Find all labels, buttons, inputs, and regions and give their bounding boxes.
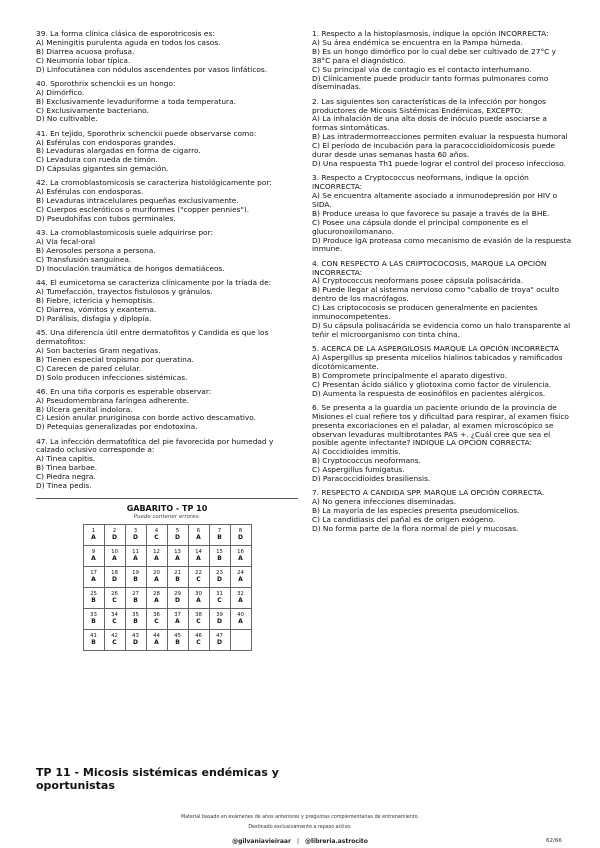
answer-key-cell: [125, 566, 146, 587]
question-option: B) Levaduras alargadas en forma de cigarro.: [36, 146, 201, 156]
question-option: C) Diarrea, vómitos y exantema.: [36, 304, 157, 314]
right-column: [312, 30, 574, 539]
answer-letter: A: [175, 554, 180, 562]
answer-number: 28: [153, 591, 160, 598]
answer-number: 18: [111, 570, 118, 577]
question-option: B) Úlcera genital indolora.: [36, 404, 133, 414]
question-option: C) Neumonía lobar típica.: [36, 55, 131, 65]
question-option: A) Meningitis purulenta aguda en todos los casos.: [36, 37, 221, 47]
answer-letter: A: [196, 596, 201, 604]
footer-handles: [0, 838, 600, 845]
question-stem: 44. El eumicetoma se caracteriza clínicamente por la tríada de:: [36, 278, 272, 288]
question-option: D) Aumenta la respuesta de eosinófilos en pacientes alérgicos.: [312, 388, 546, 398]
question-block: [36, 179, 298, 224]
question-block: [36, 279, 298, 324]
answer-key-cell: [209, 545, 230, 566]
question-stem: 4. CON RESPECTO A LAS CRIPTOCOCOSIS, MARQUE LA OPCIÓN INCORRECTA:: [312, 258, 547, 277]
question-stem: 42. La cromoblastomicosis se caracteriza histológicamente por:: [36, 178, 272, 188]
answer-key-cell: [146, 629, 167, 650]
question-block: [36, 80, 298, 125]
answer-number: 8: [238, 528, 243, 535]
question-option: A) La inhalación de una alta dosis de inóculo puede asociarse a formas sintomáticas.: [312, 114, 547, 133]
answer-key-cell: [83, 545, 104, 566]
answer-key-cell: [125, 587, 146, 608]
footer-disclaimer: Material basado en exámenes de años anteriores y preguntas complementarias de entrenamiento.: [180, 815, 420, 820]
answer-number: 10: [111, 549, 118, 556]
answer-number: 30: [195, 591, 202, 598]
left-column: [36, 30, 298, 651]
answer-number: 14: [195, 549, 202, 556]
question-option: B) Compromete principalmente el aparato digestivo.: [312, 370, 507, 380]
answer-key-cell: [104, 587, 125, 608]
answer-key-cell: [125, 545, 146, 566]
answer-letter: A: [154, 554, 159, 562]
divider: [36, 498, 298, 499]
answer-letter: D: [238, 533, 243, 541]
answer-letter: C: [196, 617, 201, 625]
answer-number: 21: [174, 570, 181, 577]
answer-letter: B: [91, 638, 96, 646]
answer-letter: A: [175, 617, 180, 625]
answer-key-cell: [83, 587, 104, 608]
answer-letter: C: [154, 533, 159, 541]
question-stem: 6. Se presenta a la guardia un paciente oriundo de la provincia de Misiones el cual refiere tos y dificultad para respirar, al examen físico presenta excoriaciones en el paladar, al examen microscópico se observan levaduras multibrotantes PAS +. ¿Cuál cree que sea el posible agente infectante? INDIQUE LA OPCIÓN CORRECTA:: [312, 402, 569, 448]
answer-key-table: [83, 524, 252, 651]
footer-note: Destinado exclusivamente a repaso activo.: [248, 825, 352, 830]
answer-number: 38: [195, 612, 202, 619]
question-option: B) Puede llegar al sistema nervioso como "caballo de troya" oculto dentro de los macrófagos.: [312, 285, 559, 304]
answer-letter: A: [238, 554, 243, 562]
question-stem: 2. Las siguientes son características de la infección por hongos productores de Micosis Sistémicas Endémicas, EXCEPTO:: [312, 96, 546, 115]
answer-key-cell: [209, 524, 230, 545]
answer-letter: B: [91, 596, 96, 604]
answer-key-cell: [104, 608, 125, 629]
question-option: C) Lesión anular pruriginosa con borde activo descamativo.: [36, 413, 257, 423]
question-block: [36, 130, 298, 175]
answer-letter: A: [154, 596, 159, 604]
question-option: B) Exclusivamente levaduriforme a toda temperatura.: [36, 96, 236, 106]
question-option: D) Una respuesta Th1 puede lograr el control del proceso infeccioso.: [312, 158, 566, 168]
question-option: C) Carecen de pared celular.: [36, 363, 142, 373]
answer-key-cell: [83, 566, 104, 587]
answer-key-cell: [167, 629, 188, 650]
answer-letter: D: [217, 638, 222, 646]
answer-key-cell: [188, 587, 209, 608]
question-option: A) Son bacterias Gram negativas.: [36, 345, 161, 355]
answer-key-cell: [83, 608, 104, 629]
question-option: B) Diarrea acuosa profusa.: [36, 46, 135, 56]
answer-number: 29: [174, 591, 181, 598]
answer-letter: C: [112, 638, 117, 646]
answer-letter: D: [133, 638, 138, 646]
answer-number: 25: [90, 591, 97, 598]
question-option: B) Cryptococcus neoformans.: [312, 456, 421, 466]
answer-number: 12: [153, 549, 160, 556]
footer-separator: |: [296, 838, 299, 845]
question-option: D) Pseudohifas con tubos germinales.: [36, 214, 176, 224]
question-option: C) Aspergillus fumigatus.: [312, 465, 405, 475]
answer-letter: A: [196, 554, 201, 562]
answer-number: 32: [237, 591, 244, 598]
answer-key-note: Puede contener errores.: [133, 513, 201, 520]
question-option: D) Parálisis, disfagia y diplopía.: [36, 313, 152, 323]
answer-number: 36: [153, 612, 160, 619]
question-option: C) Posee una cápsula donde el principal componente es el glucuronoxilomanano.: [312, 217, 529, 236]
answer-key-cell: [167, 524, 188, 545]
question-block: [312, 30, 574, 92]
answer-key-row: [83, 545, 251, 566]
answer-key-row: [83, 524, 251, 545]
question-option: D) Inoculación traumática de hongos dematiáceos.: [36, 263, 225, 273]
answer-number: 31: [216, 591, 223, 598]
answer-letter: A: [238, 596, 243, 604]
answer-number: 3: [133, 528, 138, 535]
answer-letter: D: [112, 533, 117, 541]
answer-letter: B: [133, 596, 138, 604]
answer-key-cell: [209, 587, 230, 608]
answer-key-cell: [83, 629, 104, 650]
answer-number: 9: [91, 549, 96, 556]
answer-key-row: [83, 587, 251, 608]
answer-key-cell: [104, 629, 125, 650]
answer-letter: B: [175, 638, 180, 646]
question-option: C) Presentan ácido siálico y gliotoxina como factor de virulencia.: [312, 379, 552, 389]
answer-letter: C: [196, 575, 201, 583]
question-option: D) Solo producen infecciones sistémicas.: [36, 372, 188, 382]
question-option: A) Aspergillus sp presenta micelios hialinos tabicados y ramificados dicotómicamente.: [312, 353, 563, 371]
answer-number: 16: [237, 549, 244, 556]
question-option: D) Paracoccidioides brasiliensis.: [312, 474, 431, 484]
answer-number: 26: [111, 591, 118, 598]
question-block: [312, 260, 574, 340]
answer-key-cell: [125, 524, 146, 545]
answer-key-cell: [230, 524, 251, 545]
answer-letter: A: [91, 533, 96, 541]
question-option: A) Vía fecal-oral: [36, 237, 96, 247]
answer-key-cell: [230, 545, 251, 566]
question-option: D) Produce IgA proteasa como mecanismo de evasión de la respuesta inmune.: [312, 235, 572, 254]
question-option: A) Dimórfico.: [36, 87, 85, 97]
question-stem: 41. En tejido, Sporothrix schenckii puede observarse como:: [36, 128, 257, 138]
question-stem: 7. RESPECTO A CANDIDA SPP. MARQUE LA OPCIÓN CORRECTA.: [312, 488, 545, 498]
answer-key-row: [83, 608, 251, 629]
answer-number: 7: [217, 528, 222, 535]
page-number: 62/66: [546, 838, 562, 844]
answer-key-cell: [230, 587, 251, 608]
question-option: D) No forma parte de la flora normal de piel y mucosas.: [312, 523, 519, 533]
answer-key-cell: [188, 524, 209, 545]
answer-key-cell: [188, 629, 209, 650]
question-block: [312, 174, 574, 254]
answer-key-cell: [146, 587, 167, 608]
question-option: A) Su área endémica se encuentra en la Pampa húmeda.: [312, 37, 523, 47]
answer-key-cell: [209, 566, 230, 587]
answer-letter: D: [133, 533, 138, 541]
answer-number: 1: [91, 528, 96, 535]
question-option: A) Tumefacción, trayectos fistulosos y gránulos.: [36, 287, 213, 297]
section-title: TP 11 - Micosis sistémicas endémicas y oportunistas: [36, 766, 279, 792]
answer-number: 35: [132, 612, 139, 619]
question-stem: 45. Una diferencia útil entre dermatofitos y Candida es que los dermatofitos:: [36, 327, 269, 346]
question-option: C) Piedra negra.: [36, 472, 96, 482]
answer-letter: C: [196, 638, 201, 646]
footer-handle-2[interactable]: @libreria.astrocito: [304, 838, 368, 845]
answer-number: 4: [154, 528, 159, 535]
answer-number: 33: [90, 612, 97, 619]
question-option: B) Fiebre, ictericia y hemoptisis.: [36, 295, 155, 305]
question-option: B) Las intradermorreacciones permiten evaluar la respuesta humoral: [312, 132, 568, 142]
question-block: [312, 404, 574, 484]
answer-key-row: [83, 629, 251, 650]
answer-number: 17: [90, 570, 97, 577]
question-block: [36, 438, 298, 491]
question-option: B) Aerosoles persona a persona.: [36, 246, 156, 256]
question-option: D) Su cápsula polisacárida se evidencia como un halo transparente al teñir el microorganismo con tinta china.: [312, 320, 571, 339]
answer-key-cell: [209, 629, 230, 650]
answer-number: 42: [111, 633, 118, 640]
answer-letter: D: [217, 575, 222, 583]
answer-letter: B: [91, 617, 96, 625]
question-option: A) Esférulas con endosporas.: [36, 187, 144, 197]
answer-letter: A: [154, 638, 159, 646]
answer-number: 11: [132, 549, 139, 556]
question-stem: 43. La cromoblastomicosis suele adquirirse por:: [36, 228, 213, 238]
answer-letter: A: [112, 554, 117, 562]
question-stem: 39. La forma clínica clásica de esporotricosis es:: [36, 29, 215, 38]
answer-key-cell: [146, 524, 167, 545]
question-option: C) Cuerpos escleróticos o muriformes ("copper pennies").: [36, 205, 250, 215]
answer-letter: B: [133, 617, 138, 625]
answer-key-row: [83, 566, 251, 587]
answer-key-cell: [188, 566, 209, 587]
answer-number: 13: [174, 549, 181, 556]
question-block: [36, 229, 298, 274]
question-option: C) El período de incubación para la paracoccidioidomicosis puede durar desde unas semanas hasta 60 años.: [312, 141, 556, 160]
answer-number: 15: [216, 549, 223, 556]
answer-number: 37: [174, 612, 181, 619]
question-block: [312, 345, 574, 398]
answer-key-cell: [167, 545, 188, 566]
question-option: D) Cápsulas gigantes sin gemación.: [36, 164, 169, 174]
answer-letter: B: [217, 554, 222, 562]
answer-key-cell: [146, 566, 167, 587]
answer-number: 22: [195, 570, 202, 577]
question-option: A) Esférulas con endosporas grandes.: [36, 137, 176, 147]
answer-letter: C: [217, 596, 222, 604]
answer-key-cell: [230, 629, 251, 650]
answer-key-cell: [188, 545, 209, 566]
answer-number: 5: [175, 528, 180, 535]
question-option: B) La mayoría de las especies presenta pseudomicelios.: [312, 506, 520, 516]
question-block: [312, 98, 574, 169]
answer-letter: C: [112, 596, 117, 604]
answer-letter: D: [175, 533, 180, 541]
question-block: [36, 30, 298, 75]
question-option: B) Produce ureasa lo que favorece su pasaje a través de la BHE.: [312, 208, 550, 218]
answer-number: 19: [132, 570, 139, 577]
question-stem: 47. La infección dermatofítica del pie favorecida por humedad y calzado oclusivo corresponde a:: [36, 436, 274, 455]
answer-letter: A: [91, 575, 96, 583]
answer-key-cell: [188, 608, 209, 629]
answer-key-cell: [83, 524, 104, 545]
question-option: B) Levaduras intracelulares pequeñas exclusivamente.: [36, 196, 239, 206]
answer-letter: D: [175, 596, 180, 604]
answer-number: 34: [111, 612, 118, 619]
answer-number: 47: [216, 633, 223, 640]
question-option: C) Transfusión sanguínea.: [36, 255, 132, 265]
answer-number: 41: [90, 633, 97, 640]
question-option: B) Es un hongo dimórfico por lo cual debe ser cultivado de 27°C y 38°C para el diagnóstico.: [312, 46, 557, 65]
question-option: D) Linfocutánea con nódulos ascendentes por vasos linfáticos.: [36, 64, 268, 74]
answer-number: 24: [237, 570, 244, 577]
answer-letter: D: [112, 575, 117, 583]
question-option: C) Levadura con rueda de timón.: [36, 155, 158, 165]
answer-letter: A: [91, 554, 96, 562]
question-block: [312, 489, 574, 534]
question-option: C) Su principal vía de contagio es el contacto interhumano.: [312, 64, 532, 74]
answer-letter: B: [133, 575, 138, 583]
answer-number: 46: [195, 633, 202, 640]
question-stem: 1. Respecto a la histoplasmosis, indique la opción INCORRECTA:: [312, 29, 549, 38]
question-option: A) Cryptococcus neoformans posee cápsula polisacárida.: [312, 276, 524, 286]
question-block: [36, 388, 298, 433]
question-option: D) Petequias generalizadas por endotoxina.: [36, 422, 198, 432]
question-stem: 5. ACERCA DE LA ASPERGILOSIS MARQUE LA OPCIÓN INCORRECTA: [312, 344, 559, 354]
footer-handle-1[interactable]: @gilvaniavieiraar: [232, 838, 291, 845]
answer-key-cell: [146, 608, 167, 629]
answer-letter: D: [217, 617, 222, 625]
answer-letter: B: [175, 575, 180, 583]
answer-number: 45: [174, 633, 181, 640]
question-option: D) No cultivable.: [36, 114, 98, 124]
answer-number: 40: [237, 612, 244, 619]
answer-letter: B: [217, 533, 222, 541]
question-option: D) Clínicamente puede producir tanto formas pulmonares como diseminadas.: [312, 73, 549, 92]
question-stem: 46. En una tiña corporis es esperable observar:: [36, 386, 212, 396]
question-option: C) Exclusivamente bacteriano.: [36, 105, 149, 115]
answer-number: 27: [132, 591, 139, 598]
answer-key-cell: [125, 608, 146, 629]
answer-key-cell: [125, 629, 146, 650]
answer-letter: A: [238, 617, 243, 625]
answer-key-title: GABARITO - TP 10: [126, 503, 208, 513]
answer-key-cell: [209, 608, 230, 629]
answer-key-cell: [167, 608, 188, 629]
question-option: A) Coccidioides immitis.: [312, 447, 401, 457]
question-option: B) Tinea barbae.: [36, 463, 98, 473]
answer-key-cell: [104, 524, 125, 545]
answer-key-cell: [104, 545, 125, 566]
answer-number: 44: [153, 633, 160, 640]
question-option: C) Las criptococosis se producen generalmente en pacientes inmunocompetentes.: [312, 303, 538, 322]
question-option: C) La candidiasis del pañal es de origen exógeno.: [312, 515, 496, 524]
answer-number: 20: [153, 570, 160, 577]
question-option: D) Tinea pedis.: [36, 481, 92, 491]
answer-number: 2: [112, 528, 117, 535]
question-option: A) No genera infecciones diseminadas.: [312, 497, 457, 507]
answer-number: 23: [216, 570, 223, 577]
answer-number: 6: [196, 528, 201, 535]
answer-letter: A: [133, 554, 138, 562]
answer-letter: A: [154, 575, 159, 583]
question-option: A) Pseudomembrana faríngea adherente.: [36, 395, 190, 405]
answer-letter: A: [196, 533, 201, 541]
question-block: [36, 329, 298, 382]
answer-key-cell: [146, 545, 167, 566]
answer-number: 39: [216, 612, 223, 619]
answer-key-cell: [230, 608, 251, 629]
answer-key-cell: [104, 566, 125, 587]
question-option: A) Tinea capitis.: [36, 454, 96, 464]
question-option: A) Se encuentra altamente asociado a inmunodepresión por HIV o SIDA.: [312, 191, 558, 209]
answer-letter: C: [112, 617, 117, 625]
question-option: B) Tienen especial tropismo por queratina.: [36, 354, 194, 364]
answer-number: 43: [132, 633, 139, 640]
answer-letter: C: [154, 617, 159, 625]
answer-key-cell: [167, 566, 188, 587]
question-stem: 3. Respecto a Cryptococcus neoformans, indique la opción INCORRECTA:: [312, 173, 529, 192]
answer-key-cell: [167, 587, 188, 608]
question-stem: 40. Sporothrix schenckii es un hongo:: [36, 78, 176, 88]
answer-key-cell: [230, 566, 251, 587]
answer-letter: A: [238, 575, 243, 583]
